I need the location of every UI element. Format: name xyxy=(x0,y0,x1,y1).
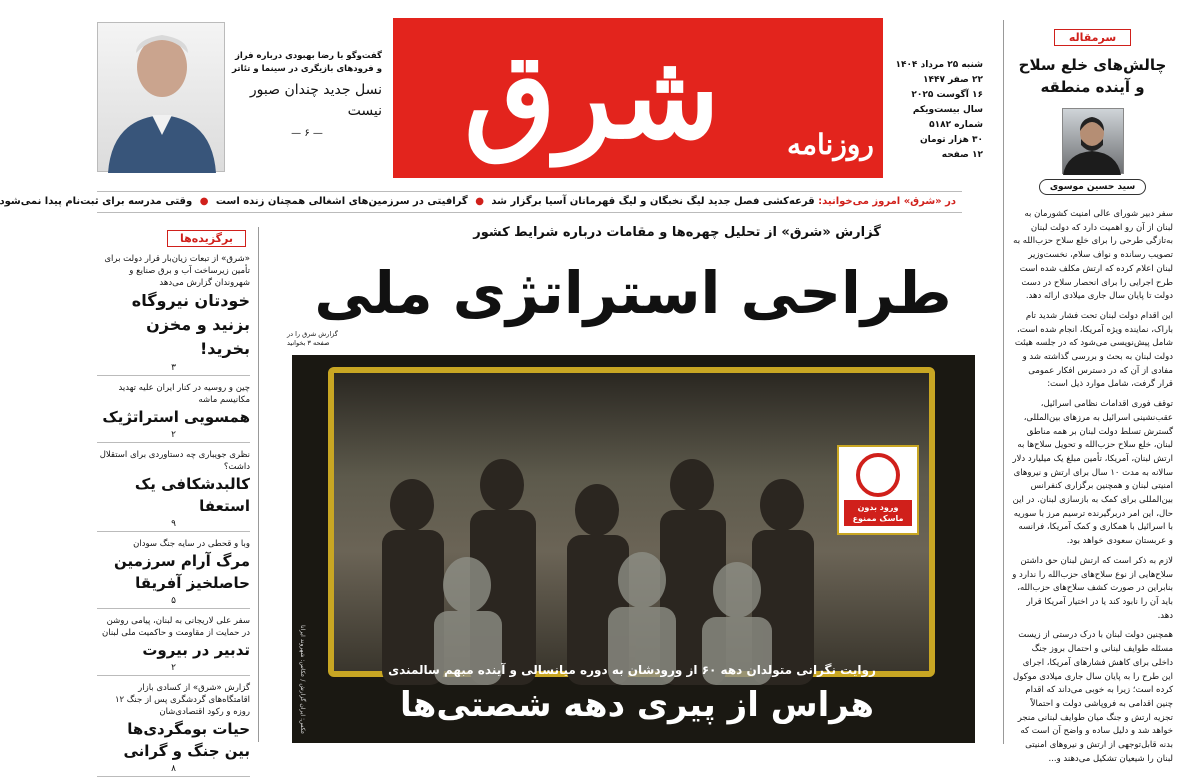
brief-kicker: وبا و قحطی در سایه جنگ سودان xyxy=(133,539,250,549)
editorial-paragraph: سفر دبیر شورای عالی امنیت کشورمان به لبنان از آن رو اهمیت دارد که دولت لبنان به‌تازگی طرحی را برای خلع سلاح حزب‌الله به تصویب رسانده و نواف سلام، نخست‌وزیر لبنان اعلام کرده که ارتش مکلف شده است طرح اجرایی را برای انحصار سلاح در دست دولت تا پایان سال جاری میلادی ارائه دهد. xyxy=(1013,209,1173,302)
news-ticker xyxy=(0,191,962,213)
editorial-tag: سرمقاله xyxy=(1054,29,1131,46)
interview-title[interactable]: نسل جدید چندان صبور نیست xyxy=(249,82,382,119)
photo-story-kicker: روایت نگرانی متولدان دهه ۶۰ از ورودشان به دوره میانسالی و آینده مبهم سالمندی xyxy=(388,663,876,677)
brief-kicker: چین و روسیه در کنار ایران علیه تهدید مکانیسم ماشه xyxy=(118,383,250,405)
dateline-jalali: شنبه ۲۵ مرداد ۱۴۰۴ xyxy=(895,60,983,70)
brief-kicker: نظری جویباری چه دستاوردی برای استقلال داشت؟ xyxy=(99,450,250,472)
brief-headline[interactable]: کالبدشکافی یک استعفا xyxy=(134,475,250,515)
photo-credit: عکس: ایران گزارش / عکاس: شهروند ایرانا xyxy=(299,625,306,735)
brief-item[interactable] xyxy=(97,253,250,376)
interview-page-ref: — ۶ — xyxy=(291,128,323,139)
dateline-pages: ۱۲ صفحه xyxy=(941,150,983,160)
editorial-byline: سید حسین موسوی xyxy=(1039,179,1146,195)
interview-page-number: ۶ xyxy=(304,128,310,139)
ticker-bullet-icon: ● xyxy=(475,196,484,207)
editorial-paragraph: این اقدام دولت لبنان تحت فشار شدید تام باراک، نماینده ویژه آمریکا، انجام شده است، شامل پیش‌نویسی می‌شود که در جلسه هیئت دولت لبنان به بحث و بررسی گذاشته شد و مفادی از آن که در دسترس افکار عمومی قرار گرفت، شامل موارد ذیل است: xyxy=(1014,310,1173,390)
interview-kicker: گفت‌وگو با رضا بهبودی درباره فراز و فرودهای بازیگری در سینما و تئاتر xyxy=(232,51,382,74)
brief-headline[interactable]: تدبیر در بیروت xyxy=(142,641,250,659)
editorial-headline[interactable]: چالش‌های خلع سلاح و آینده منطقه xyxy=(1018,56,1167,96)
main-headline[interactable]: طراحی استراتژی ملی xyxy=(314,259,952,327)
brief-headline[interactable]: مرگ آرام سرزمین حاصلخیز آفریقا xyxy=(114,552,250,592)
author-silhouette-icon xyxy=(1061,109,1123,175)
brief-item[interactable] xyxy=(97,538,250,609)
brief-page: ۳ xyxy=(97,361,250,376)
interview-teaser[interactable] xyxy=(232,50,382,139)
selected-section-tag: برگزیده‌ها xyxy=(167,230,246,247)
ticker-item[interactable]: وقتی مدرسه برای ثبت‌نام پیدا نمی‌شود xyxy=(0,196,193,207)
brief-page: ۵ xyxy=(97,594,250,609)
brief-kicker: «شرق» از تبعات زیان‌بار قرار دولت برای تأمین زیرساخت آب و برق صنایع و شهروندان گزارش می‌دهد xyxy=(104,254,250,288)
logo-word: شرق xyxy=(464,26,720,165)
main-page-note: گزارش شرق را در صفحه ۳ بخوانید xyxy=(287,330,338,347)
dateline-year: سال بیست‌ویکم xyxy=(912,105,983,115)
brief-kicker: گزارش «شرق» از کسادی بازار اقامتگاه‌های گردشگری پس از جنگ ۱۲ روزه و رکود اقتصادی‌شان xyxy=(114,683,250,717)
brief-page: ۲ xyxy=(97,428,250,443)
no-mask-sign-text: ورود بدون ماسک ممنوع xyxy=(844,500,912,526)
brief-item[interactable] xyxy=(97,449,250,532)
main-kicker: گزارش «شرق» از تحلیل چهره‌ها و مقامات درباره شرایط کشور xyxy=(473,225,881,240)
interview-portrait xyxy=(97,22,225,172)
passengers-illustration xyxy=(372,415,832,685)
brief-page: ۹ xyxy=(97,517,250,532)
brief-headline[interactable]: حیات بومگردی‌ها بین جنگ و گرانی xyxy=(123,720,250,760)
dateline-gregorian: ۱۶ آگوست ۲۰۲۵ xyxy=(911,90,983,100)
ticker-item[interactable]: قرعه‌کشی فصل جدید لیگ نخبگان و لیگ قهرمانان آسیا برگزار شد xyxy=(491,196,815,207)
brief-page: ۸ xyxy=(97,762,250,777)
photo-story-headline[interactable]: هراس از پیری دهه شصتی‌ها xyxy=(399,685,875,725)
selected-column xyxy=(97,227,259,774)
brief-kicker: سفر علی لاریجانی به لبنان، پیامی روشن در حمایت از مقاومت و حاکمیت ملی لبنان xyxy=(101,616,250,638)
ticker-item[interactable]: گرافیتی در سرزمین‌های اشغالی همچنان زنده است xyxy=(215,196,468,207)
editorial-paragraph: لازم به ذکر است که ارتش لبنان حق داشتن سلاح‌هایی از نوع سلاح‌های حزب‌الله را ندارد و بنابراین در صورت کشف سلاح‌های حزب‌الله، باید آن را نابود کند یا در اختیار آمریکا قرار دهد. xyxy=(1012,555,1173,621)
editorial-paragraph: توقف فوری اقدامات نظامی اسرائیل، عقب‌نشینی اسرائیل به مرزهای بین‌المللی، گسترش تسلط دولت لبنان بر همه مناطق لبنان، خلع سلاح حزب‌الله و تحویل سلاح‌ها به ارتش لبنان، آمریکا، تأمین مبلغ یک میلیارد دلار سالانه به مدت ۱۰ سال برای ارتش و نیروهای امنیتی لبنان و همچنین برگزاری کنفرانس بین‌المللی برای کمک به بازسازی لبنان. در این حال، این امر دربرگیرنده ترسیم مرز با سوریه با اسرائیل با همکاری و کمک آمریکا، فرانسه و عربستان سعودی خواهد بود. xyxy=(1012,399,1173,547)
editorial-box[interactable] xyxy=(1003,20,1179,220)
dateline-hijri: ۲۲ صفر ۱۴۴۷ xyxy=(922,75,983,85)
dateline xyxy=(887,58,983,163)
editorial-body xyxy=(1003,208,1179,764)
no-mask-sign xyxy=(837,445,919,535)
person-silhouette-icon xyxy=(98,23,226,173)
no-mask-icon xyxy=(856,453,900,497)
editorial-author-portrait xyxy=(1062,108,1124,174)
brief-page: ۲ xyxy=(97,661,250,676)
dateline-issue: شماره ۵۱۸۲ xyxy=(929,120,983,130)
brief-item[interactable] xyxy=(97,682,250,777)
editorial-paragraph: همچنین دولت لبنان با درک درستی از زیست مسئله طوایف لبنانی و احتمال بروز جنگ داخلی برای کاهش فشارهای آمریکا، اجرای این طرح را به پایان سال جاری میلادی موکول کرده است؛ زیرا به خوبی می‌داند که اقدام چنین اقدامی به فروپاشی دولت و احتمالاً تجزیه ارتش و جنگ میان طوایف لبنانی منجر خواهد شد و دلیل ساده و واضح آن است که بدنه قابل‌توجهی از ارتش و نیروهای امنیتی لبنان را شیعیان تشکیل می‌دهند و... xyxy=(1013,630,1173,764)
brief-headline[interactable]: همسویی استراتژیک xyxy=(102,408,250,426)
dateline-price: ۳۰ هزار تومان xyxy=(919,135,983,145)
ticker-label: در «شرق» امروز می‌خوانید: xyxy=(818,196,956,207)
brief-headline[interactable]: خودتان نیروگاه بزنید و مخزن بخرید! xyxy=(131,291,250,358)
brief-item[interactable] xyxy=(97,615,250,676)
logo-prefix: روزنامه xyxy=(787,128,874,161)
ticker-bullet-icon: ● xyxy=(199,196,209,207)
brief-item[interactable] xyxy=(97,382,250,443)
